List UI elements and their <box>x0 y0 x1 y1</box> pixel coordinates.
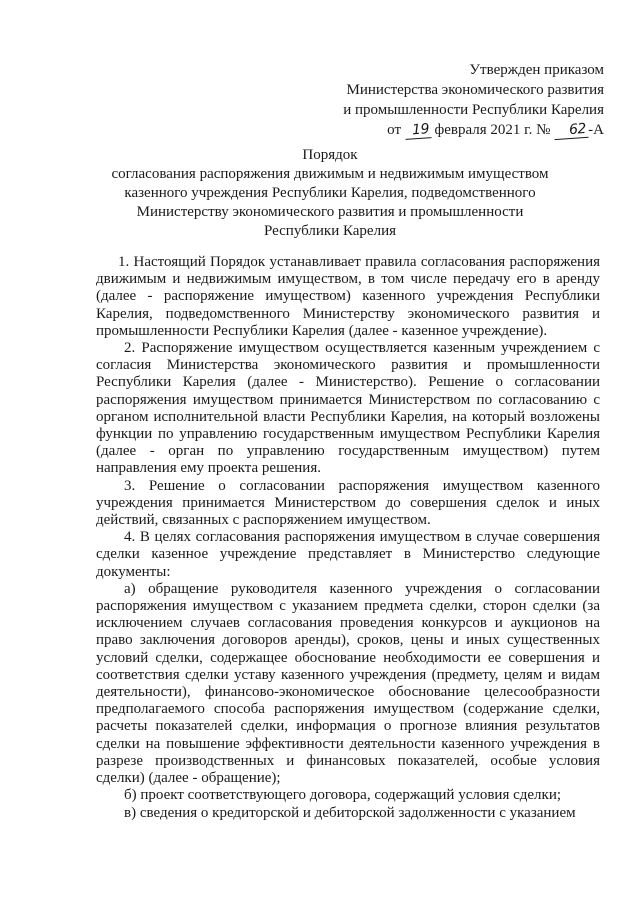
document-title <box>90 146 570 241</box>
paragraph-1: 1. Настоящий Порядок устанавливает правила согласования распоряжения движимым и недвижимым имуществом, в том числе передачу его в аренду (далее - распоряжение имуществом) казенного учреждения Республики Карелия, подведомственного Министерству экономического развития и промышленности Республики Карелия (далее - казенное учреждение). <box>96 254 600 339</box>
paragraph-2: 2. Распоряжение имуществом осуществляется казенным учреждением с согласия Министерства экономического развития и промышленности Республики Карелия (далее - Министерство). Решение о согласовании распоряжения имуществом принимается Министерством по согласованию с органом исполнительной власти Республики Карелия, на который возложены функции по управлению государственным имуществом Республики Карелия (далее - орган по управлению государственным имуществом) путем направления ему проекта решения. <box>96 340 600 477</box>
paragraph-4a: а) обращение руководителя казенного учреждения о согласовании распоряжения имуществом с указанием предмета сделки, сторон сделки (за исключением случаев согласования проведения конкурсов и аукционов на право заключения договоров аренды), сроков, цены и иных существенных условий сделки, содержащее обоснование необходимости ее совершения и соответствия сделки уставу казенного учреждения (предмету, целям и видам деятельности), финансово-экономическое обоснование целесообразности предполагаемого способа распоряжения имуществом (содержание сделки, расчеты показателей сделки, информация о прогнозе влияния результатов сделки на повышение эффективности деятельности казенного учреждения в разрезе производственных и финансовых показателей, особые условия сделки) (далее - обращение); <box>96 580 600 787</box>
handwritten-number: 62 <box>554 121 589 140</box>
paragraph-4c: в) сведения о кредиторской и дебиторской задолженности с указанием <box>124 804 576 821</box>
document-body <box>96 254 600 822</box>
approval-block <box>304 60 604 140</box>
handwritten-day: 19 <box>404 121 431 140</box>
date-prefix: от <box>387 122 402 138</box>
title-line-4: Республики Карелия <box>263 223 397 239</box>
title-heading: Порядок <box>302 147 358 163</box>
approval-line-3: и промышленности Республики Карелия <box>343 102 604 118</box>
paragraph-4: 4. В целях согласования распоряжения имуществом в случае совершения сделки казенное учреждение представляет в Министерство следующие документы: <box>96 529 600 580</box>
paragraph-3: 3. Решение о согласовании распоряжения имуществом казенного учреждения принимается Министерством до совершения сделок и иных действий, связанных с распоряжением имуществом. <box>96 477 600 529</box>
approval-line-1: Утвержден приказом <box>469 62 604 78</box>
title-line-3: Министерству экономического развития и промышленности <box>136 204 524 220</box>
number-suffix: -А <box>588 122 604 138</box>
paragraph-4b: б) проект соответствующего договора, содержащий условия сделки; <box>124 787 562 804</box>
title-line-2: казенного учреждения Республики Карелия, подведомственного <box>124 185 536 201</box>
title-line-1: согласования распоряжения движимым и недвижимым имуществом <box>111 166 549 182</box>
date-rest: февраля 2021 г. № <box>434 122 551 138</box>
approval-line-2: Министерства экономического развития <box>346 82 604 98</box>
approval-date-line <box>304 120 604 140</box>
